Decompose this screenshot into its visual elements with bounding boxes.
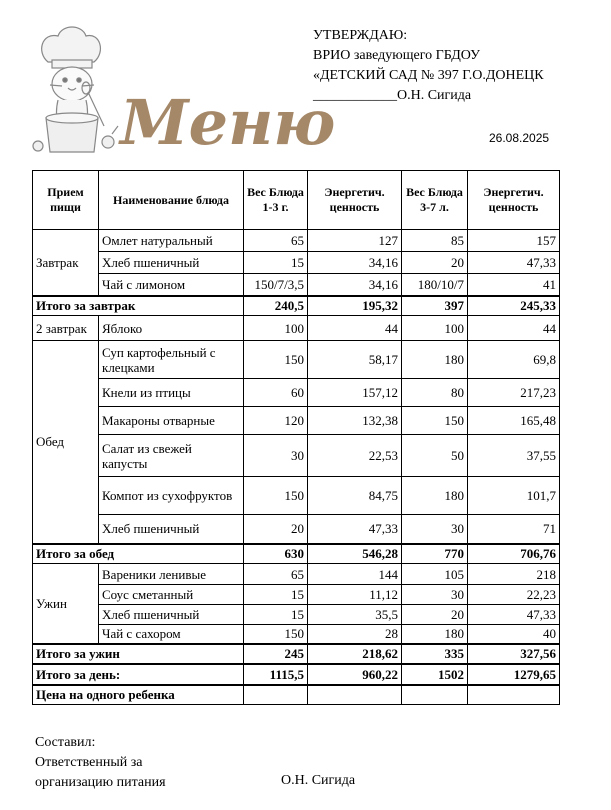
price-cell <box>308 685 402 705</box>
weight-3-7: 50 <box>402 435 468 477</box>
total-row-day <box>33 664 560 685</box>
total-weight-1-3: 630 <box>244 544 308 564</box>
compiled-by-line-3: организацию питания <box>35 775 166 790</box>
menu-date: 26.08.2025 <box>489 131 550 145</box>
menu-logo <box>28 22 348 162</box>
dish-name: Компот из сухофруктов <box>99 477 244 515</box>
table-row <box>33 605 560 625</box>
weight-3-7: 180 <box>402 477 468 515</box>
energy-3-7: 71 <box>468 515 560 544</box>
approval-line-2: ВРИО заведующего ГБДОУ <box>313 48 481 63</box>
energy-1-3: 127 <box>308 230 402 252</box>
dish-name: Салат из свежей капусты <box>99 435 244 477</box>
weight-1-3: 100 <box>244 316 308 341</box>
energy-3-7: 47,33 <box>468 605 560 625</box>
energy-1-3: 34,16 <box>308 252 402 274</box>
compiled-by-signer: О.Н. Сигида <box>281 773 356 788</box>
price-cell <box>244 685 308 705</box>
weight-1-3: 150 <box>244 341 308 379</box>
table-header-row <box>33 171 560 230</box>
price-row <box>33 685 560 705</box>
total-weight-3-7: 335 <box>402 644 468 664</box>
energy-3-7: 165,48 <box>468 407 560 435</box>
price-cell <box>402 685 468 705</box>
weight-1-3: 15 <box>244 605 308 625</box>
meal-lunch: Обед <box>33 341 99 544</box>
energy-1-3: 28 <box>308 625 402 644</box>
weight-3-7: 105 <box>402 564 468 585</box>
meal-second-breakfast: 2 завтрак <box>33 316 99 341</box>
header-meal: Прием пищи <box>33 171 99 230</box>
weight-3-7: 100 <box>402 316 468 341</box>
total-energy-3-7: 245,33 <box>468 296 560 316</box>
header-weight-1-3: Вес Блюда 1-3 г. <box>244 171 308 230</box>
weight-3-7: 30 <box>402 585 468 605</box>
energy-3-7: 41 <box>468 274 560 296</box>
weight-3-7: 150 <box>402 407 468 435</box>
header-dish: Наименование блюда <box>99 171 244 230</box>
table-row <box>33 477 560 515</box>
compiled-by-line-2: Ответственный за <box>35 755 143 770</box>
total-energy-1-3: 960,22 <box>308 664 402 685</box>
dish-name: Соус сметанный <box>99 585 244 605</box>
total-row-lunch <box>33 544 560 564</box>
energy-3-7: 44 <box>468 316 560 341</box>
dish-name: Суп картофельный с клецками <box>99 341 244 379</box>
approval-line-1: УТВЕРЖДАЮ: <box>313 28 408 43</box>
table-row <box>33 435 560 477</box>
approval-line-3: «ДЕТСКИЙ САД № 397 Г.О.ДОНЕЦК <box>313 68 544 83</box>
total-label: Итого за ужин <box>33 644 244 664</box>
weight-3-7: 180/10/7 <box>402 274 468 296</box>
table-row <box>33 564 560 585</box>
dish-name: Вареники ленивые <box>99 564 244 585</box>
energy-3-7: 22,23 <box>468 585 560 605</box>
menu-logo-title: Меню <box>120 86 336 159</box>
compiled-by-block <box>35 733 166 793</box>
total-weight-3-7: 397 <box>402 296 468 316</box>
dish-name: Омлет натуральный <box>99 230 244 252</box>
weight-1-3: 30 <box>244 435 308 477</box>
header-weight-3-7: Вес Блюда 3-7 л. <box>402 171 468 230</box>
energy-3-7: 157 <box>468 230 560 252</box>
total-weight-1-3: 245 <box>244 644 308 664</box>
weight-1-3: 20 <box>244 515 308 544</box>
total-weight-1-3: 240,5 <box>244 296 308 316</box>
energy-3-7: 218 <box>468 564 560 585</box>
weight-1-3: 65 <box>244 230 308 252</box>
total-row-dinner <box>33 644 560 664</box>
energy-1-3: 35,5 <box>308 605 402 625</box>
weight-3-7: 30 <box>402 515 468 544</box>
approval-block <box>313 26 544 106</box>
energy-3-7: 47,33 <box>468 252 560 274</box>
weight-1-3: 150 <box>244 477 308 515</box>
energy-1-3: 58,17 <box>308 341 402 379</box>
total-energy-1-3: 546,28 <box>308 544 402 564</box>
energy-3-7: 101,7 <box>468 477 560 515</box>
price-label: Цена на одного ребенка <box>33 685 244 705</box>
energy-1-3: 157,12 <box>308 379 402 407</box>
meal-dinner: Ужин <box>33 564 99 644</box>
dish-name: Макароны отварные <box>99 407 244 435</box>
total-label: Итого за обед <box>33 544 244 564</box>
energy-3-7: 40 <box>468 625 560 644</box>
weight-3-7: 20 <box>402 252 468 274</box>
weight-1-3: 60 <box>244 379 308 407</box>
dish-name: Хлеб пшеничный <box>99 515 244 544</box>
weight-1-3: 120 <box>244 407 308 435</box>
table-row <box>33 379 560 407</box>
total-energy-3-7: 1279,65 <box>468 664 560 685</box>
weight-1-3: 15 <box>244 252 308 274</box>
weight-3-7: 20 <box>402 605 468 625</box>
energy-1-3: 47,33 <box>308 515 402 544</box>
energy-1-3: 84,75 <box>308 477 402 515</box>
total-weight-3-7: 1502 <box>402 664 468 685</box>
total-label: Итого за день: <box>33 664 244 685</box>
weight-3-7: 180 <box>402 625 468 644</box>
dish-name: Чай с лимоном <box>99 274 244 296</box>
energy-3-7: 69,8 <box>468 341 560 379</box>
energy-3-7: 217,23 <box>468 379 560 407</box>
table-row <box>33 230 560 252</box>
dish-name: Хлеб пшеничный <box>99 605 244 625</box>
total-label: Итого за завтрак <box>33 296 244 316</box>
table-row <box>33 316 560 341</box>
energy-1-3: 44 <box>308 316 402 341</box>
header-energy-3-7: Энергетич. ценность <box>468 171 560 230</box>
energy-1-3: 144 <box>308 564 402 585</box>
energy-3-7: 37,55 <box>468 435 560 477</box>
energy-1-3: 11,12 <box>308 585 402 605</box>
table-row <box>33 625 560 644</box>
weight-3-7: 85 <box>402 230 468 252</box>
dish-name: Чай с сахором <box>99 625 244 644</box>
table-row <box>33 585 560 605</box>
total-energy-3-7: 327,56 <box>468 644 560 664</box>
dish-name: Яблоко <box>99 316 244 341</box>
total-energy-1-3: 195,32 <box>308 296 402 316</box>
dish-name: Кнели из птицы <box>99 379 244 407</box>
total-energy-1-3: 218,62 <box>308 644 402 664</box>
chef-cat-illustration <box>33 27 118 152</box>
weight-1-3: 15 <box>244 585 308 605</box>
energy-1-3: 34,16 <box>308 274 402 296</box>
weight-1-3: 65 <box>244 564 308 585</box>
price-cell <box>468 685 560 705</box>
weight-3-7: 180 <box>402 341 468 379</box>
energy-1-3: 22,53 <box>308 435 402 477</box>
header-energy-1-3: Энергетич. ценность <box>308 171 402 230</box>
compiled-by-line-1: Составил: <box>35 735 96 750</box>
approval-signature-line: ____________О.Н. Сигида <box>313 88 472 103</box>
dish-name: Хлеб пшеничный <box>99 252 244 274</box>
table-row <box>33 515 560 544</box>
weight-1-3: 150/7/3,5 <box>244 274 308 296</box>
table-row <box>33 341 560 379</box>
total-weight-1-3: 1115,5 <box>244 664 308 685</box>
table-row <box>33 407 560 435</box>
meal-breakfast: Завтрак <box>33 230 99 296</box>
total-weight-3-7: 770 <box>402 544 468 564</box>
total-energy-3-7: 706,76 <box>468 544 560 564</box>
menu-table <box>32 170 560 705</box>
total-row-breakfast <box>33 296 560 316</box>
table-row <box>33 274 560 296</box>
energy-1-3: 132,38 <box>308 407 402 435</box>
weight-3-7: 80 <box>402 379 468 407</box>
table-row <box>33 252 560 274</box>
weight-1-3: 150 <box>244 625 308 644</box>
